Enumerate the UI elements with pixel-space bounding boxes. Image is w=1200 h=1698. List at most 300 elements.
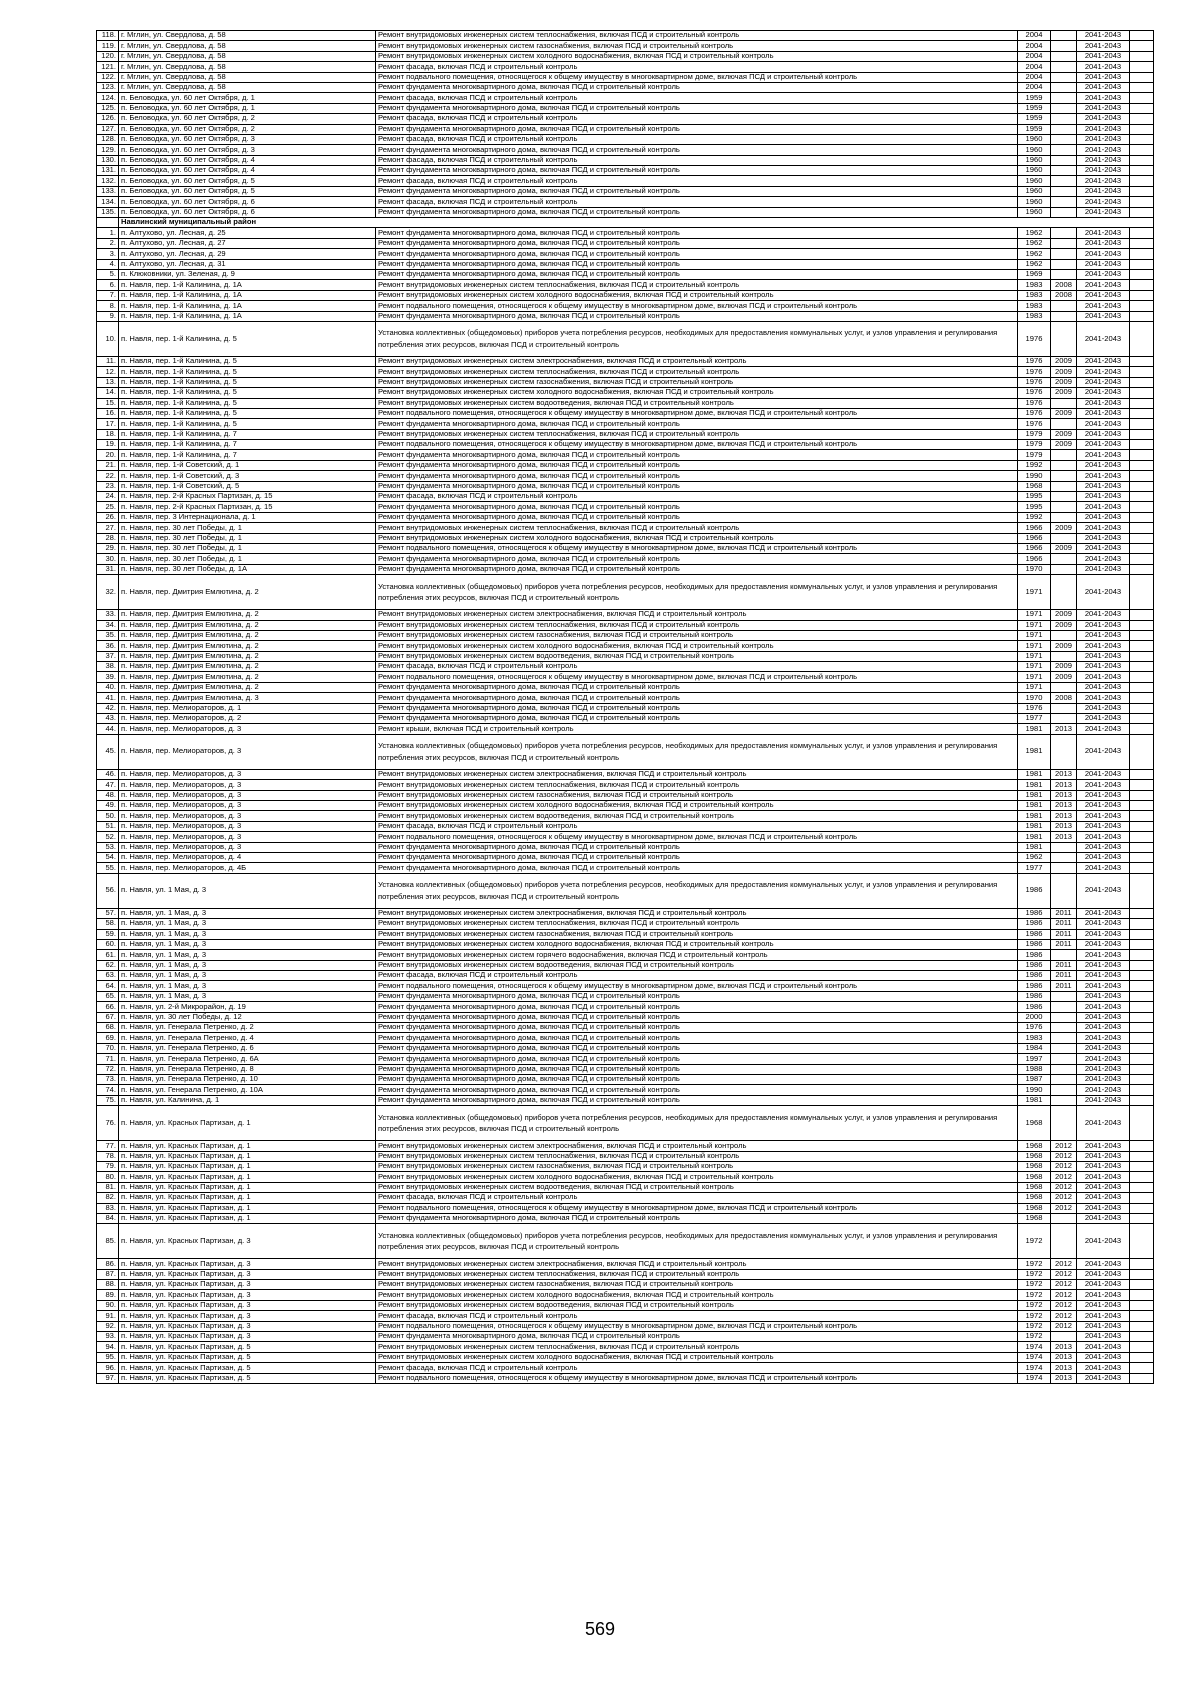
blank-cell xyxy=(1130,1095,1154,1105)
last-repair-year-cell: 2009 xyxy=(1051,641,1077,651)
last-repair-year-cell xyxy=(1051,1023,1077,1033)
work-type-cell: Ремонт фундамента многоквартирного дома, включая ПСД и строительный контроль xyxy=(376,842,1018,852)
address-cell: г. Мглин, ул. Свердлова, д. 58 xyxy=(119,41,376,51)
row-number: 9. xyxy=(97,311,119,321)
address-cell: п. Навля, ул. Красных Партизан, д. 5 xyxy=(119,1363,376,1373)
blank-cell xyxy=(1130,620,1154,630)
build-year-cell: 1970 xyxy=(1018,564,1051,574)
row-number: 67. xyxy=(97,1012,119,1022)
blank-cell xyxy=(1130,703,1154,713)
table-row xyxy=(97,134,1154,144)
last-repair-year-cell xyxy=(1051,103,1077,113)
address-cell: п. Навля, пер. Мелиораторов, д. 1 xyxy=(119,703,376,713)
blank-cell xyxy=(1130,801,1154,811)
table-row xyxy=(97,1172,1154,1182)
address-cell: п. Навля, пер. Дмитрия Емлютина, д. 2 xyxy=(119,662,376,672)
work-type-cell: Ремонт фундамента многоквартирного дома, включая ПСД и строительный контроль xyxy=(376,186,1018,196)
table-row xyxy=(97,919,1154,929)
row-number: 80. xyxy=(97,1172,119,1182)
address-cell: п. Навля, ул. Красных Партизан, д. 1 xyxy=(119,1106,376,1141)
work-type-cell: Ремонт внутридомовых инженерных систем водоотведения, включая ПСД и строительный контроль xyxy=(376,1300,1018,1310)
planned-period-cell: 2041-2043 xyxy=(1077,1352,1130,1362)
blank-cell xyxy=(1130,440,1154,450)
table-row xyxy=(97,960,1154,970)
table-row xyxy=(97,450,1154,460)
planned-period-cell: 2041-2043 xyxy=(1077,533,1130,543)
row-number: 91. xyxy=(97,1311,119,1321)
build-year-cell: 1981 xyxy=(1018,790,1051,800)
work-type-cell: Ремонт фундамента многоквартирного дома, включая ПСД и строительный контроль xyxy=(376,1054,1018,1064)
last-repair-year-cell xyxy=(1051,145,1077,155)
blank-cell xyxy=(1130,693,1154,703)
blank-cell xyxy=(1130,429,1154,439)
build-year-cell: 1979 xyxy=(1018,429,1051,439)
blank-cell xyxy=(1130,852,1154,862)
work-type-cell: Ремонт внутридомовых инженерных систем холодного водоснабжения, включая ПСД и строительный контроль xyxy=(376,51,1018,61)
address-cell: п. Навля, ул. Красных Партизан, д. 3 xyxy=(119,1290,376,1300)
table-row xyxy=(97,873,1154,908)
table-row xyxy=(97,1203,1154,1213)
work-type-cell: Ремонт подвального помещения, относящегося к общему имуществу в многоквартирном доме, включая ПСД и строительный контроль xyxy=(376,301,1018,311)
last-repair-year-cell: 2009 xyxy=(1051,367,1077,377)
work-type-cell: Ремонт фасада, включая ПСД и строительный контроль xyxy=(376,662,1018,672)
build-year-cell: 1986 xyxy=(1018,971,1051,981)
planned-period-cell: 2041-2043 xyxy=(1077,228,1130,238)
planned-period-cell: 2041-2043 xyxy=(1077,1161,1130,1171)
row-number: 8. xyxy=(97,301,119,311)
last-repair-year-cell xyxy=(1051,950,1077,960)
last-repair-year-cell: 2008 xyxy=(1051,280,1077,290)
address-cell: п. Навля, ул. Генерала Петренко, д. 8 xyxy=(119,1064,376,1074)
address-cell: п. Алтухово, ул. Лесная, д. 25 xyxy=(119,228,376,238)
build-year-cell: 1968 xyxy=(1018,1203,1051,1213)
blank-cell xyxy=(1130,682,1154,692)
row-number: 66. xyxy=(97,1002,119,1012)
build-year-cell: 2004 xyxy=(1018,72,1051,82)
table-row xyxy=(97,1106,1154,1141)
address-cell: п. Беловодка, ул. 60 лет Октября, д. 4 xyxy=(119,155,376,165)
address-cell: п. Навля, ул. Калинина, д. 1 xyxy=(119,1095,376,1105)
planned-period-cell: 2041-2043 xyxy=(1077,408,1130,418)
blank-cell xyxy=(1130,832,1154,842)
planned-period-cell: 2041-2043 xyxy=(1077,41,1130,51)
section-blank-cell xyxy=(97,218,119,228)
row-number: 120. xyxy=(97,51,119,61)
build-year-cell: 1988 xyxy=(1018,1064,1051,1074)
blank-cell xyxy=(1130,259,1154,269)
build-year-cell: 1960 xyxy=(1018,155,1051,165)
last-repair-year-cell xyxy=(1051,1002,1077,1012)
blank-cell xyxy=(1130,1172,1154,1182)
blank-cell xyxy=(1130,134,1154,144)
table-row xyxy=(97,41,1154,51)
last-repair-year-cell xyxy=(1051,492,1077,502)
row-number: 2. xyxy=(97,238,119,248)
build-year-cell: 1995 xyxy=(1018,502,1051,512)
build-year-cell: 1960 xyxy=(1018,176,1051,186)
row-number: 16. xyxy=(97,408,119,418)
row-number: 25. xyxy=(97,502,119,512)
table-row xyxy=(97,1224,1154,1259)
row-number: 84. xyxy=(97,1213,119,1223)
last-repair-year-cell xyxy=(1051,321,1077,356)
blank-cell xyxy=(1130,575,1154,610)
table-row xyxy=(97,1095,1154,1105)
address-cell: п. Беловодка, ул. 60 лет Октября, д. 2 xyxy=(119,124,376,134)
table-row xyxy=(97,207,1154,217)
build-year-cell: 1986 xyxy=(1018,919,1051,929)
planned-period-cell: 2041-2043 xyxy=(1077,610,1130,620)
row-number: 58. xyxy=(97,919,119,929)
address-cell: п. Навля, пер. Мелиораторов, д. 3 xyxy=(119,769,376,779)
blank-cell xyxy=(1130,419,1154,429)
work-type-cell: Ремонт фундамента многоквартирного дома, включая ПСД и строительный контроль xyxy=(376,852,1018,862)
last-repair-year-cell xyxy=(1051,991,1077,1001)
planned-period-cell: 2041-2043 xyxy=(1077,502,1130,512)
build-year-cell: 1977 xyxy=(1018,863,1051,873)
address-cell: п. Навля, ул. Красных Партизан, д. 3 xyxy=(119,1300,376,1310)
build-year-cell: 1974 xyxy=(1018,1352,1051,1362)
table-row xyxy=(97,533,1154,543)
blank-cell xyxy=(1130,1363,1154,1373)
row-number: 17. xyxy=(97,419,119,429)
address-cell: п. Навля, пер. 1-й Калинина, д. 5 xyxy=(119,398,376,408)
last-repair-year-cell xyxy=(1051,1043,1077,1053)
row-number: 18. xyxy=(97,429,119,439)
blank-cell xyxy=(1130,1352,1154,1362)
address-cell: п. Навля, пер. 1-й Калинина, д. 5 xyxy=(119,388,376,398)
table-row xyxy=(97,1259,1154,1269)
row-number: 54. xyxy=(97,852,119,862)
planned-period-cell: 2041-2043 xyxy=(1077,72,1130,82)
build-year-cell: 1981 xyxy=(1018,821,1051,831)
build-year-cell: 1984 xyxy=(1018,1043,1051,1053)
blank-cell xyxy=(1130,1106,1154,1141)
address-cell: п. Навля, пер. 1-й Калинина, д. 1А xyxy=(119,280,376,290)
blank-cell xyxy=(1130,51,1154,61)
planned-period-cell: 2041-2043 xyxy=(1077,1224,1130,1259)
blank-cell xyxy=(1130,290,1154,300)
build-year-cell: 2004 xyxy=(1018,51,1051,61)
row-number: 68. xyxy=(97,1023,119,1033)
build-year-cell: 1992 xyxy=(1018,512,1051,522)
table-row xyxy=(97,672,1154,682)
work-type-cell: Ремонт подвального помещения, относящегося к общему имуществу в многоквартирном доме, включая ПСД и строительный контроль xyxy=(376,832,1018,842)
blank-cell xyxy=(1130,481,1154,491)
build-year-cell: 1976 xyxy=(1018,321,1051,356)
work-type-cell: Ремонт внутридомовых инженерных систем теплоснабжения, включая ПСД и строительный контроль xyxy=(376,1269,1018,1279)
address-cell: п. Навля, ул. Генерала Петренко, д. 6 xyxy=(119,1043,376,1053)
planned-period-cell: 2041-2043 xyxy=(1077,1064,1130,1074)
build-year-cell: 1979 xyxy=(1018,450,1051,460)
build-year-cell: 1983 xyxy=(1018,301,1051,311)
blank-cell xyxy=(1130,1023,1154,1033)
last-repair-year-cell: 2009 xyxy=(1051,620,1077,630)
table-row xyxy=(97,269,1154,279)
blank-cell xyxy=(1130,1224,1154,1259)
blank-cell xyxy=(1130,1002,1154,1012)
row-number: 24. xyxy=(97,492,119,502)
planned-period-cell: 2041-2043 xyxy=(1077,1172,1130,1182)
row-number: 45. xyxy=(97,734,119,769)
address-cell: г. Мглин, ул. Свердлова, д. 58 xyxy=(119,62,376,72)
build-year-cell: 1976 xyxy=(1018,1023,1051,1033)
build-year-cell: 1962 xyxy=(1018,852,1051,862)
work-type-cell: Установка коллективных (общедомовых) приборов учета потребления ресурсов, необходимых для предоставления коммунальных услуг, и узлов управления и регулирования потребления этих ресурсов, включая ПСД и строительный контроль xyxy=(376,1224,1018,1259)
build-year-cell: 1966 xyxy=(1018,543,1051,553)
work-type-cell: Ремонт фундамента многоквартирного дома, включая ПСД и строительный контроль xyxy=(376,460,1018,470)
last-repair-year-cell: 2009 xyxy=(1051,408,1077,418)
work-type-cell: Ремонт внутридомовых инженерных систем холодного водоснабжения, включая ПСД и строительный контроль xyxy=(376,939,1018,949)
work-type-cell: Ремонт фундамента многоквартирного дома, включая ПСД и строительный контроль xyxy=(376,238,1018,248)
row-number: 48. xyxy=(97,790,119,800)
planned-period-cell: 2041-2043 xyxy=(1077,450,1130,460)
table-row xyxy=(97,460,1154,470)
address-cell: п. Навля, ул. Красных Партизан, д. 1 xyxy=(119,1161,376,1171)
planned-period-cell: 2041-2043 xyxy=(1077,554,1130,564)
planned-period-cell: 2041-2043 xyxy=(1077,1151,1130,1161)
blank-cell xyxy=(1130,1321,1154,1331)
row-number: 20. xyxy=(97,450,119,460)
table-row xyxy=(97,1151,1154,1161)
work-type-cell: Ремонт фасада, включая ПСД и строительный контроль xyxy=(376,1193,1018,1203)
last-repair-year-cell xyxy=(1051,533,1077,543)
row-number: 30. xyxy=(97,554,119,564)
build-year-cell: 1971 xyxy=(1018,630,1051,640)
planned-period-cell: 2041-2043 xyxy=(1077,801,1130,811)
planned-period-cell: 2041-2043 xyxy=(1077,93,1130,103)
blank-cell xyxy=(1130,186,1154,196)
table-row xyxy=(97,103,1154,113)
work-type-cell: Ремонт фундамента многоквартирного дома, включая ПСД и строительный контроль xyxy=(376,1085,1018,1095)
last-repair-year-cell: 2013 xyxy=(1051,811,1077,821)
work-type-cell: Ремонт фундамента многоквартирного дома, включая ПСД и строительный контроль xyxy=(376,103,1018,113)
address-cell: п. Навля, пер. 1-й Калинина, д. 5 xyxy=(119,408,376,418)
table-row xyxy=(97,801,1154,811)
last-repair-year-cell xyxy=(1051,31,1077,41)
table-row xyxy=(97,852,1154,862)
build-year-cell: 1962 xyxy=(1018,228,1051,238)
row-number: 40. xyxy=(97,682,119,692)
address-cell: п. Навля, пер. Дмитрия Емлютина, д. 2 xyxy=(119,575,376,610)
table-row xyxy=(97,863,1154,873)
blank-cell xyxy=(1130,662,1154,672)
build-year-cell: 1981 xyxy=(1018,780,1051,790)
address-cell: п. Навля, пер. 1-й Калинина, д. 5 xyxy=(119,321,376,356)
table-row xyxy=(97,1269,1154,1279)
blank-cell xyxy=(1130,533,1154,543)
table-row xyxy=(97,564,1154,574)
work-type-cell: Ремонт фундамента многоквартирного дома, включая ПСД и строительный контроль xyxy=(376,269,1018,279)
work-type-cell: Ремонт фундамента многоквартирного дома, включая ПСД и строительный контроль xyxy=(376,502,1018,512)
planned-period-cell: 2041-2043 xyxy=(1077,672,1130,682)
build-year-cell: 1979 xyxy=(1018,440,1051,450)
blank-cell xyxy=(1130,103,1154,113)
row-number: 26. xyxy=(97,512,119,522)
work-type-cell: Установка коллективных (общедомовых) приборов учета потребления ресурсов, необходимых для предоставления коммунальных услуг, и узлов управления и регулирования потребления этих ресурсов, включая ПСД и строительный контроль xyxy=(376,873,1018,908)
blank-cell xyxy=(1130,166,1154,176)
blank-cell xyxy=(1130,981,1154,991)
last-repair-year-cell xyxy=(1051,1074,1077,1084)
blank-cell xyxy=(1130,873,1154,908)
planned-period-cell: 2041-2043 xyxy=(1077,388,1130,398)
build-year-cell: 1960 xyxy=(1018,166,1051,176)
planned-period-cell: 2041-2043 xyxy=(1077,481,1130,491)
work-type-cell: Ремонт внутридомовых инженерных систем электроснабжения, включая ПСД и строительный контроль xyxy=(376,1141,1018,1151)
address-cell: п. Беловодка, ул. 60 лет Октября, д. 5 xyxy=(119,176,376,186)
build-year-cell: 1981 xyxy=(1018,769,1051,779)
planned-period-cell: 2041-2043 xyxy=(1077,155,1130,165)
blank-cell xyxy=(1130,1182,1154,1192)
last-repair-year-cell: 2009 xyxy=(1051,388,1077,398)
blank-cell xyxy=(1130,790,1154,800)
last-repair-year-cell: 2012 xyxy=(1051,1280,1077,1290)
blank-cell xyxy=(1130,124,1154,134)
table-row xyxy=(97,842,1154,852)
address-cell: п. Навля, пер. Мелиораторов, д. 3 xyxy=(119,724,376,734)
last-repair-year-cell: 2009 xyxy=(1051,610,1077,620)
address-cell: п. Навля, пер. Мелиораторов, д. 3 xyxy=(119,780,376,790)
planned-period-cell: 2041-2043 xyxy=(1077,1085,1130,1095)
build-year-cell: 1976 xyxy=(1018,377,1051,387)
address-cell: п. Навля, ул. Красных Партизан, д. 3 xyxy=(119,1259,376,1269)
blank-cell xyxy=(1130,377,1154,387)
row-number: 7. xyxy=(97,290,119,300)
build-year-cell: 1981 xyxy=(1018,811,1051,821)
row-number: 133. xyxy=(97,186,119,196)
blank-cell xyxy=(1130,471,1154,481)
table-row xyxy=(97,1141,1154,1151)
table-row xyxy=(97,218,1154,228)
address-cell: п. Навля, ул. Красных Партизан, д. 3 xyxy=(119,1311,376,1321)
work-type-cell: Ремонт фундамента многоквартирного дома, включая ПСД и строительный контроль xyxy=(376,145,1018,155)
build-year-cell: 2004 xyxy=(1018,62,1051,72)
address-cell: п. Навля, ул. Красных Партизан, д. 3 xyxy=(119,1280,376,1290)
planned-period-cell: 2041-2043 xyxy=(1077,811,1130,821)
table-row xyxy=(97,1012,1154,1022)
address-cell: п. Навля, ул. Генерала Петренко, д. 10А xyxy=(119,1085,376,1095)
table-row xyxy=(97,502,1154,512)
blank-cell xyxy=(1130,908,1154,918)
address-cell: п. Беловодка, ул. 60 лет Октября, д. 1 xyxy=(119,103,376,113)
planned-period-cell: 2041-2043 xyxy=(1077,1373,1130,1383)
table-row xyxy=(97,82,1154,92)
blank-cell xyxy=(1130,939,1154,949)
blank-cell xyxy=(1130,450,1154,460)
blank-cell xyxy=(1130,929,1154,939)
planned-period-cell: 2041-2043 xyxy=(1077,682,1130,692)
last-repair-year-cell xyxy=(1051,471,1077,481)
row-number: 64. xyxy=(97,981,119,991)
last-repair-year-cell: 2011 xyxy=(1051,908,1077,918)
work-type-cell: Ремонт фундамента многоквартирного дома, включая ПСД и строительный контроль xyxy=(376,1332,1018,1342)
planned-period-cell: 2041-2043 xyxy=(1077,1269,1130,1279)
last-repair-year-cell xyxy=(1051,873,1077,908)
row-number: 36. xyxy=(97,641,119,651)
build-year-cell: 1966 xyxy=(1018,523,1051,533)
table-row xyxy=(97,1002,1154,1012)
address-cell: п. Навля, пер. Дмитрия Емлютина, д. 3 xyxy=(119,693,376,703)
table-row xyxy=(97,290,1154,300)
build-year-cell: 1981 xyxy=(1018,724,1051,734)
work-type-cell: Ремонт внутридомовых инженерных систем холодного водоснабжения, включая ПСД и строительный контроль xyxy=(376,1172,1018,1182)
planned-period-cell: 2041-2043 xyxy=(1077,523,1130,533)
last-repair-year-cell xyxy=(1051,863,1077,873)
planned-period-cell: 2041-2043 xyxy=(1077,280,1130,290)
row-number: 79. xyxy=(97,1161,119,1171)
last-repair-year-cell xyxy=(1051,1054,1077,1064)
build-year-cell: 1976 xyxy=(1018,703,1051,713)
row-number: 6. xyxy=(97,280,119,290)
table-row xyxy=(97,1300,1154,1310)
planned-period-cell: 2041-2043 xyxy=(1077,301,1130,311)
work-type-cell: Ремонт фасада, включая ПСД и строительный контроль xyxy=(376,93,1018,103)
build-year-cell: 1960 xyxy=(1018,186,1051,196)
planned-period-cell: 2041-2043 xyxy=(1077,620,1130,630)
address-cell: п. Беловодка, ул. 60 лет Октября, д. 5 xyxy=(119,186,376,196)
build-year-cell: 1969 xyxy=(1018,269,1051,279)
last-repair-year-cell xyxy=(1051,249,1077,259)
work-type-cell: Ремонт фундамента многоквартирного дома, включая ПСД и строительный контроль xyxy=(376,714,1018,724)
address-cell: п. Беловодка, ул. 60 лет Октября, д. 6 xyxy=(119,197,376,207)
table-row xyxy=(97,301,1154,311)
table-row xyxy=(97,832,1154,842)
row-number: 41. xyxy=(97,693,119,703)
planned-period-cell: 2041-2043 xyxy=(1077,842,1130,852)
address-cell: п. Навля, пер. Мелиораторов, д. 3 xyxy=(119,821,376,831)
last-repair-year-cell: 2013 xyxy=(1051,780,1077,790)
planned-period-cell: 2041-2043 xyxy=(1077,1321,1130,1331)
build-year-cell: 1971 xyxy=(1018,651,1051,661)
table-row xyxy=(97,662,1154,672)
planned-period-cell: 2041-2043 xyxy=(1077,950,1130,960)
table-row xyxy=(97,1085,1154,1095)
blank-cell xyxy=(1130,811,1154,821)
last-repair-year-cell: 2011 xyxy=(1051,981,1077,991)
build-year-cell: 1981 xyxy=(1018,832,1051,842)
table-row xyxy=(97,249,1154,259)
row-number: 37. xyxy=(97,651,119,661)
planned-period-cell: 2041-2043 xyxy=(1077,1043,1130,1053)
build-year-cell: 1972 xyxy=(1018,1300,1051,1310)
table-row xyxy=(97,908,1154,918)
build-year-cell: 1972 xyxy=(1018,1259,1051,1269)
last-repair-year-cell xyxy=(1051,398,1077,408)
row-number: 128. xyxy=(97,134,119,144)
last-repair-year-cell xyxy=(1051,72,1077,82)
row-number: 38. xyxy=(97,662,119,672)
planned-period-cell: 2041-2043 xyxy=(1077,186,1130,196)
build-year-cell: 1972 xyxy=(1018,1332,1051,1342)
build-year-cell: 1995 xyxy=(1018,492,1051,502)
table-row xyxy=(97,197,1154,207)
work-type-cell: Ремонт внутридомовых инженерных систем водоотведения, включая ПСД и строительный контроль xyxy=(376,811,1018,821)
build-year-cell: 1983 xyxy=(1018,280,1051,290)
planned-period-cell: 2041-2043 xyxy=(1077,1106,1130,1141)
build-year-cell: 1986 xyxy=(1018,950,1051,960)
table-row xyxy=(97,1054,1154,1064)
build-year-cell: 1983 xyxy=(1018,1033,1051,1043)
build-year-cell: 1981 xyxy=(1018,842,1051,852)
planned-period-cell: 2041-2043 xyxy=(1077,1182,1130,1192)
last-repair-year-cell xyxy=(1051,228,1077,238)
table-row xyxy=(97,1352,1154,1362)
row-number: 122. xyxy=(97,72,119,82)
build-year-cell: 1986 xyxy=(1018,960,1051,970)
blank-cell xyxy=(1130,82,1154,92)
blank-cell xyxy=(1130,641,1154,651)
work-type-cell: Ремонт внутридомовых инженерных систем электроснабжения, включая ПСД и строительный контроль xyxy=(376,908,1018,918)
